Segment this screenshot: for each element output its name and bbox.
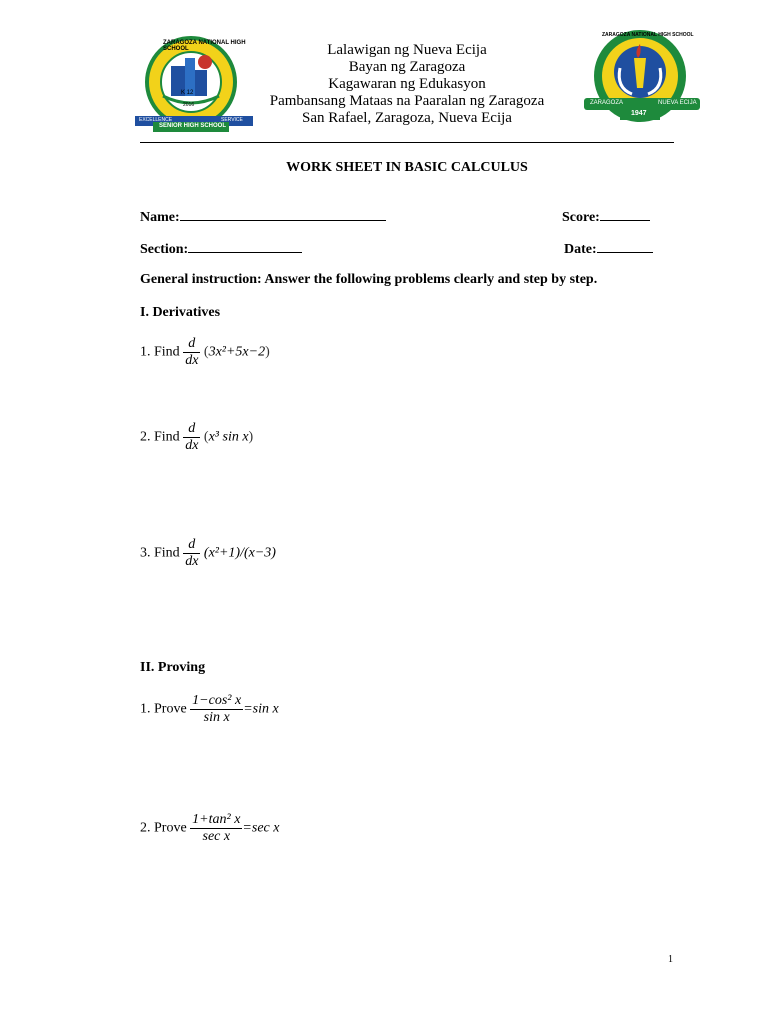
- derivative-expression-3: (x²+1)/(x−3): [203, 545, 276, 561]
- left-logo-year: 2016: [183, 102, 195, 108]
- proof-lhs-fraction: $\frac{\text{1+tan² x}}{\text{sec x}}$: [192, 812, 241, 844]
- header-line-province: Lalawigan ng Nueva Ecija: [327, 42, 487, 58]
- proof-rhs: =sin x: [243, 701, 279, 717]
- school-logo-right: [580, 28, 704, 128]
- problem-prefix: 2. Prove: [140, 820, 187, 836]
- date-field[interactable]: [564, 240, 653, 258]
- left-logo-banner: SENIOR HIGH SCHOOL: [159, 123, 227, 129]
- problem-prefix: 3. Find: [140, 545, 180, 561]
- header-line-department: Kagawaran ng Edukasyon: [328, 76, 486, 92]
- header-address: [240, 42, 574, 127]
- header-divider: [140, 142, 674, 143]
- date-label: Date:: [564, 242, 597, 257]
- derivative-expression-2: x³ sin x: [208, 429, 249, 445]
- derivative-problem-1: 1. Find $\frac{d}{dx}$ (3x²+5x−2): [140, 336, 270, 368]
- header-line-town: Bayan ng Zaragoza: [348, 59, 466, 75]
- derivative-problem-3: [140, 537, 276, 570]
- d-dx-operator: $\frac{d}{dx}$: [185, 421, 199, 453]
- derivative-expression-1: 3x²+5x−2: [208, 344, 266, 360]
- right-logo-year: 1947: [631, 110, 647, 117]
- derivatives-heading: I. Derivatives: [140, 305, 221, 320]
- general-instruction: General instruction: Answer the following problems clearly and step by step.: [140, 272, 598, 287]
- page-title: WORK SHEET IN BASIC CALCULUS: [286, 160, 528, 175]
- right-logo-arc-text: ZARAGOZA NATIONAL HIGH SCHOOL: [602, 32, 694, 38]
- problem-prefix: 2. Find: [140, 429, 180, 445]
- score-field[interactable]: [562, 208, 650, 226]
- name-blank-line[interactable]: [180, 208, 386, 221]
- derivative-problem-2: 2. Find $\frac{d}{dx}$ (x³ sin x): [140, 421, 254, 453]
- score-label: Score:: [562, 210, 600, 225]
- section-field[interactable]: [140, 240, 302, 258]
- problem-prefix: 1. Prove: [140, 701, 187, 717]
- d-dx-operator: $\frac{d}{dx}$: [185, 336, 199, 368]
- proof-rhs: =sec x: [242, 820, 280, 836]
- left-logo-ribbon-right: SERVICE: [221, 117, 243, 123]
- proving-problem-1: [140, 693, 279, 726]
- section-blank-line[interactable]: [188, 240, 302, 253]
- proving-heading: II. Proving: [140, 660, 206, 675]
- date-blank-line[interactable]: [597, 240, 653, 253]
- proving-problem-2: [140, 812, 279, 845]
- left-logo-ribbon-left: EXCELLENCE: [139, 117, 173, 123]
- left-logo-k12: K 12: [181, 90, 194, 96]
- name-field[interactable]: [140, 208, 386, 226]
- problem-prefix: 1. Find: [140, 344, 180, 360]
- left-logo-arc-text: ZARAGOZA NATIONAL HIGH SCHOOL: [163, 40, 246, 52]
- header-line-address: San Rafael, Zaragoza, Nueva Ecija: [302, 110, 512, 126]
- score-blank-line[interactable]: [600, 208, 650, 221]
- name-label: Name:: [140, 210, 180, 225]
- header-line-school: Pambansang Mataas na Paaralan ng Zaragoza: [269, 93, 545, 109]
- page-number: 1: [668, 954, 673, 965]
- right-logo-ribbon-right: NUEVA ECIJA: [658, 100, 697, 106]
- proof-lhs-fraction: $\frac{\text{1−cos² x}}{\text{sin x}}$: [192, 693, 242, 725]
- d-dx-operator: $\frac{d}{dx}$: [185, 537, 199, 569]
- section-label: Section:: [140, 242, 189, 257]
- school-logo-left: [133, 36, 255, 132]
- right-logo-ribbon-left: ZARAGOZA: [590, 100, 624, 106]
